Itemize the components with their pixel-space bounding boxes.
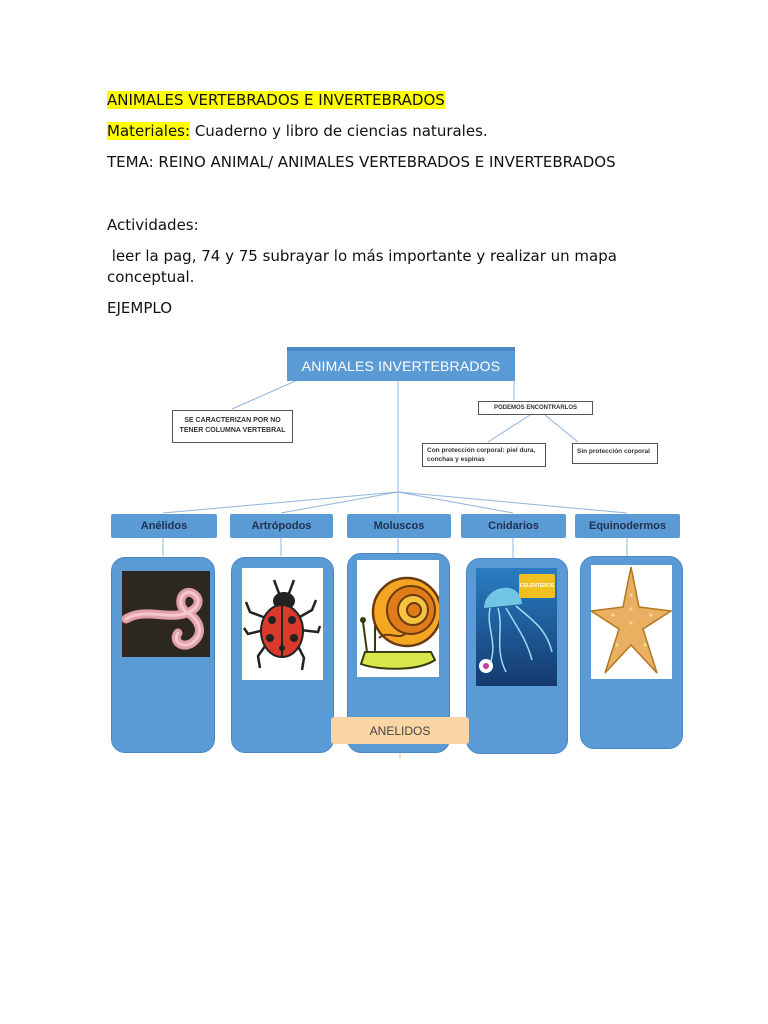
snail-image — [357, 560, 439, 677]
anelidos-label: ANELIDOS — [331, 717, 469, 744]
ladybug-image — [242, 568, 323, 680]
no-protection-note: Sin protección corporal — [572, 443, 658, 464]
earthworm-image — [122, 571, 210, 657]
protection-note — [422, 443, 546, 467]
category-equinodermos: Equinodermos — [575, 514, 680, 538]
protection-note-line-1: Con protección corporal: piel dura, — [427, 447, 536, 454]
where-found-note: PODEMOS ENCONTRARLOS — [478, 401, 593, 415]
document-heading: ANIMALES VERTEBRADOS E INVERTEBRADOS — [107, 91, 445, 109]
materials-label: Materiales: — [107, 122, 191, 140]
category-moluscos: Moluscos — [347, 514, 451, 538]
instruction-line-2: conceptual. — [107, 268, 195, 286]
characteristic-note-line-1: SE CARACTERIZAN POR NO — [184, 417, 281, 424]
characteristic-note-line-2: TENER COLUMNA VERTEBRAL — [179, 427, 286, 434]
category-cnidarios: Cnidarios — [461, 514, 566, 538]
instruction-line-1: leer la pag, 74 y 75 subrayar lo más importante y realizar un mapa — [107, 247, 617, 265]
topic-line: TEMA: REINO ANIMAL/ ANIMALES VERTEBRADOS E INVERTEBRADOS — [107, 153, 616, 171]
activities-label: Actividades: — [107, 216, 199, 234]
characteristic-note — [172, 410, 293, 443]
starfish-image — [591, 565, 672, 679]
protection-note-line-2: conchas y espinas — [427, 456, 485, 463]
jellyfish-tag: CELENTEROS — [519, 574, 555, 598]
jellyfish-image — [476, 568, 557, 686]
category-artropodos: Artrópodos — [230, 514, 333, 538]
example-label: EJEMPLO — [107, 299, 172, 317]
materials-text: Cuaderno y libro de ciencias naturales. — [190, 122, 488, 140]
category-anelidos: Anélidos — [111, 514, 217, 538]
concept-map-title: ANIMALES INVERTEBRADOS — [287, 347, 515, 381]
